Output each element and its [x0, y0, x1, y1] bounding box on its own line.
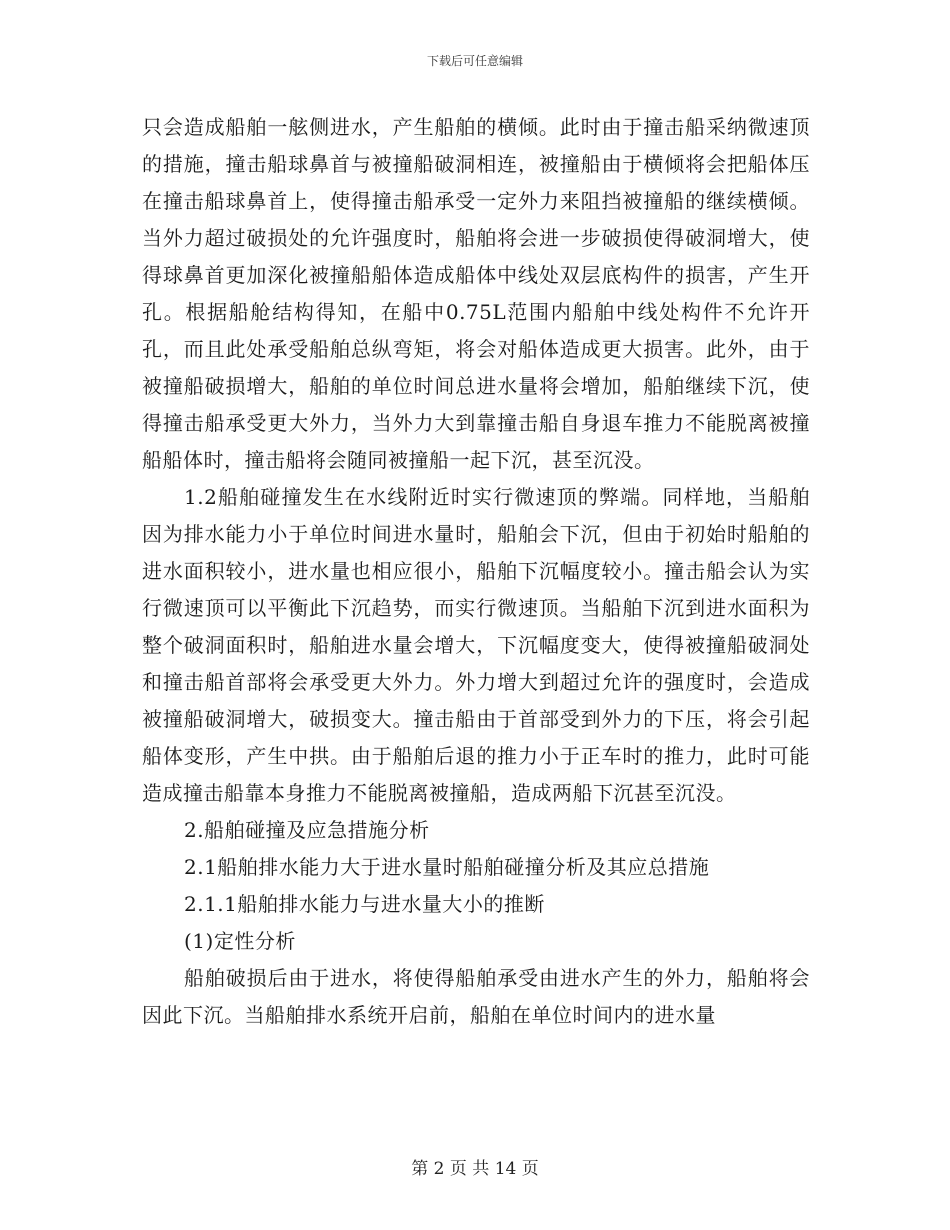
paragraph-continuation: 只会造成船舶一舷侧进水，产生船舶的横倾。此时由于撞击船采纳微速顶的措施，撞击船球鼻首与被撞船破洞相连，被撞船由于横倾将会把船体压在撞击船球鼻首上，使得撞击船承受一定外力来阻挡被撞船的继续横倾。当外力超过破损处的允许强度时，船舶将会进一步破损使得破洞增大，使得球鼻首更加深化被撞船船体造成船体中线处双层底构件的损害，产生开孔。根据船舱结构得知，在船中0.75L范围内船舶中线处构件不允许开孔，而且此处承受船舶总纵弯矩，将会对船体造成更大损害。此外，由于被撞船破损增大，船舶的单位时间总进水量将会增加，船舶继续下沉，使得撞击船承受更大外力，当外力大到靠撞击船自身退车推力不能脱离被撞船船体时，撞击船将会随同被撞船一起下沉，甚至沉没。	[142, 115, 810, 472]
page-number-footer: 第 2 页 共 14 页	[411, 1159, 539, 1179]
heading-qualitative-analysis: (1)定性分析	[184, 929, 296, 953]
document-body	[142, 109, 810, 1034]
heading-section-2-1-1: 2.1.1船舶排水能力与进水量大小的推断	[184, 892, 545, 916]
heading-section-2-1: 2.1船舶排水能力大于进水量时船舶碰撞分析及其应总措施	[184, 855, 710, 879]
paragraph-qualitative-analysis: 船舶破损后由于进水，将使得船舶承受由进水产生的外力，船舶将会因此下沉。当船舶排水系统开启前，船舶在单位时间内的进水量	[142, 966, 810, 1027]
heading-section-2: 2.船舶碰撞及应急措施分析	[184, 818, 430, 842]
paragraph-section-1-2: 1.2船舶碰撞发生在水线附近时实行微速顶的弊端。同样地，当船舶因为排水能力小于单位时间进水量时，船舶会下沉，但由于初始时船舶的进水面积较小，进水量也相应很小，船舶下沉幅度较小。撞击船会认为实行微速顶可以平衡此下沉趋势，而实行微速顶。当船舶下沉到进水面积为整个破洞面积时，船舶进水量会增大，下沉幅度变大，使得被撞船破洞处和撞击船首部将会承受更大外力。外力增大到超过允许的强度时，会造成被撞船破洞增大，破损变大。撞击船由于首部受到外力的下压，将会引起船体变形，产生中拱。由于船舶后退的推力小于正车时的推力，此时可能造成撞击船靠本身推力不能脱离被撞船，造成两船下沉甚至沉没。	[142, 485, 810, 805]
page-header: 下载后可任意编辑	[426, 54, 523, 68]
